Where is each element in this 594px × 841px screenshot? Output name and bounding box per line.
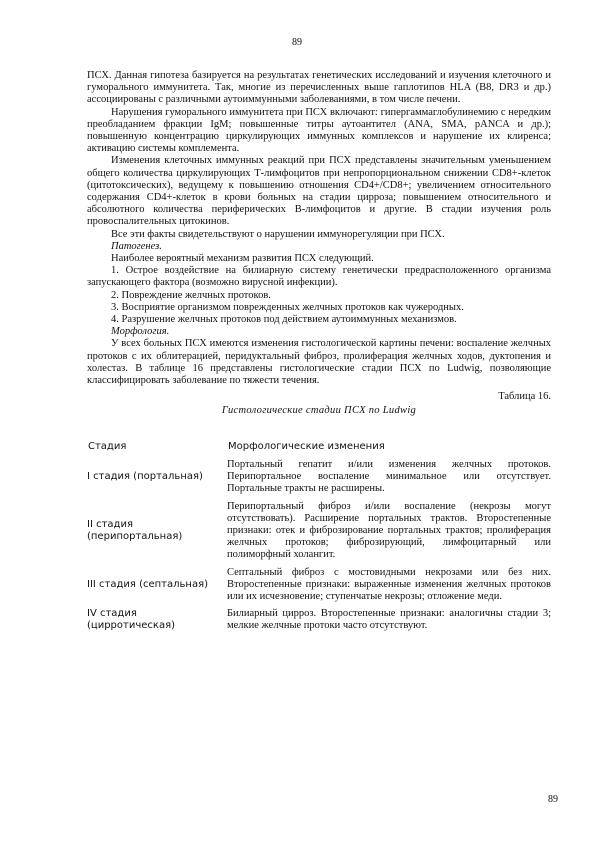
- list-item: 1. Острое воздействие на билиарную систему генетически предрасположенного организма запускающего фактора (возможно вирусной инфекции).: [87, 265, 551, 289]
- page-number-top: 89: [292, 37, 302, 48]
- morphology-paragraph: У всех больных ПСХ имеются изменения гистологической картины печени: воспаление желчных протоков с их облитерацией, перидуктальный фиброз, пролиферация желчных ходов, дуктопения и холестаз. В таблице 16 представлены гистологические стадии ПСХ по Ludwig, позволяющие классифицировать заболевание по тяжести течения.: [87, 338, 551, 387]
- table-row: [87, 501, 551, 567]
- pathogenesis-intro: Наиболее вероятный механизм развития ПСХ следующий.: [111, 253, 374, 265]
- table-header-row: [87, 440, 551, 459]
- changes-cell: Портальный гепатит и/или изменения желчных протоков. Перипортальное воспаление минимальное или отсутствует. Портальные тракты не расширены.: [227, 458, 551, 495]
- document-body: [87, 70, 551, 638]
- morphology-heading: Морфология.: [111, 326, 170, 338]
- list-item: 4. Разрушение желчных протоков под действием аутоиммунных механизмов.: [111, 314, 457, 326]
- table-row: [87, 459, 551, 501]
- stage-cell: II стадия (перипортальная): [87, 518, 183, 542]
- page-number-bottom: 89: [548, 794, 558, 805]
- pathogenesis-heading: Патогенез.: [111, 240, 162, 252]
- table-header-changes: Морфологические изменения: [228, 440, 385, 452]
- list-item: 3. Восприятие организмом поврежденных желчных протоков как чужеродных.: [111, 301, 464, 313]
- table-header-stage: Стадия: [88, 440, 127, 452]
- table-row: [87, 608, 551, 637]
- paragraph: Изменения клеточных иммунных реакций при ПСХ представлены значительным уменьшением общего количества циркулирующих Т-лимфоцитов при непропорциональном снижении CD8+-клеток (цитотоксических), ведущему к повышению отношения CD4+/CD8+; увеличением относительного содержания CD4+-клеток в крови больных на стадии цирроза; повышением относительного и абсолютного количества периферических В-лимфоцитов и другие. В стадии изучения роль провоспалительных цитокинов.: [87, 155, 551, 228]
- table-title: Гистологические стадии ПСХ по Ludwig: [221, 405, 417, 417]
- changes-cell: Перипортальный фиброз и/или воспаление (некрозы могут отсутствовать). Расширение портальных трактов. Второстепенные признаки: отек и фиброзирование портальных трактов; пролиферация желчных протоков; фиброзирующий, лимфоцитарный или полиморфный холангит.: [227, 500, 551, 561]
- stage-cell: III стадия (септальная): [87, 578, 208, 590]
- changes-cell: Септальный фиброз с мостовидными некрозами или без них. Второстепенные признаки: выраженные изменения желчных протоков или их исчезновение; ступенчатые некрозы; отложение меди.: [227, 566, 551, 602]
- table-row: [87, 567, 551, 609]
- stages-table: [87, 440, 551, 638]
- paragraph: Все эти факты свидетельствуют о нарушении иммунорегуляции при ПСХ.: [111, 228, 445, 240]
- changes-cell: Билиарный цирроз. Второстепенные признаки: аналогичны стадии 3; мелкие желчные протоки часто отсутствуют.: [227, 608, 551, 632]
- paragraph: Нарушения гуморального иммунитета при ПСХ включают: гипергаммаглобулинемию с нередким преобладанием фракции IgM; повышенные титры аутоантител (ANA, SMA, pANCA и др.); повышенную концентрацию циркулирующих иммунных комплексов и нарушение их клиренса; активацию системы комплемента.: [87, 106, 551, 155]
- table-label: Таблица 16.: [498, 391, 551, 403]
- stage-cell: IV стадия (цирротическая): [87, 608, 175, 632]
- list-item: 2. Повреждение желчных протоков.: [111, 289, 271, 301]
- paragraph: ПСХ. Данная гипотеза базируется на результатах генетических исследований и изучения клеточного и гуморального иммунитета. Так, многие из перечисленных выше гаплотипов HLA (B8, DR3 и др.) ассоциированы с различными аутоиммунными заболеваниями, в том числе печени.: [87, 70, 551, 106]
- stage-cell: I стадия (портальная): [87, 471, 203, 483]
